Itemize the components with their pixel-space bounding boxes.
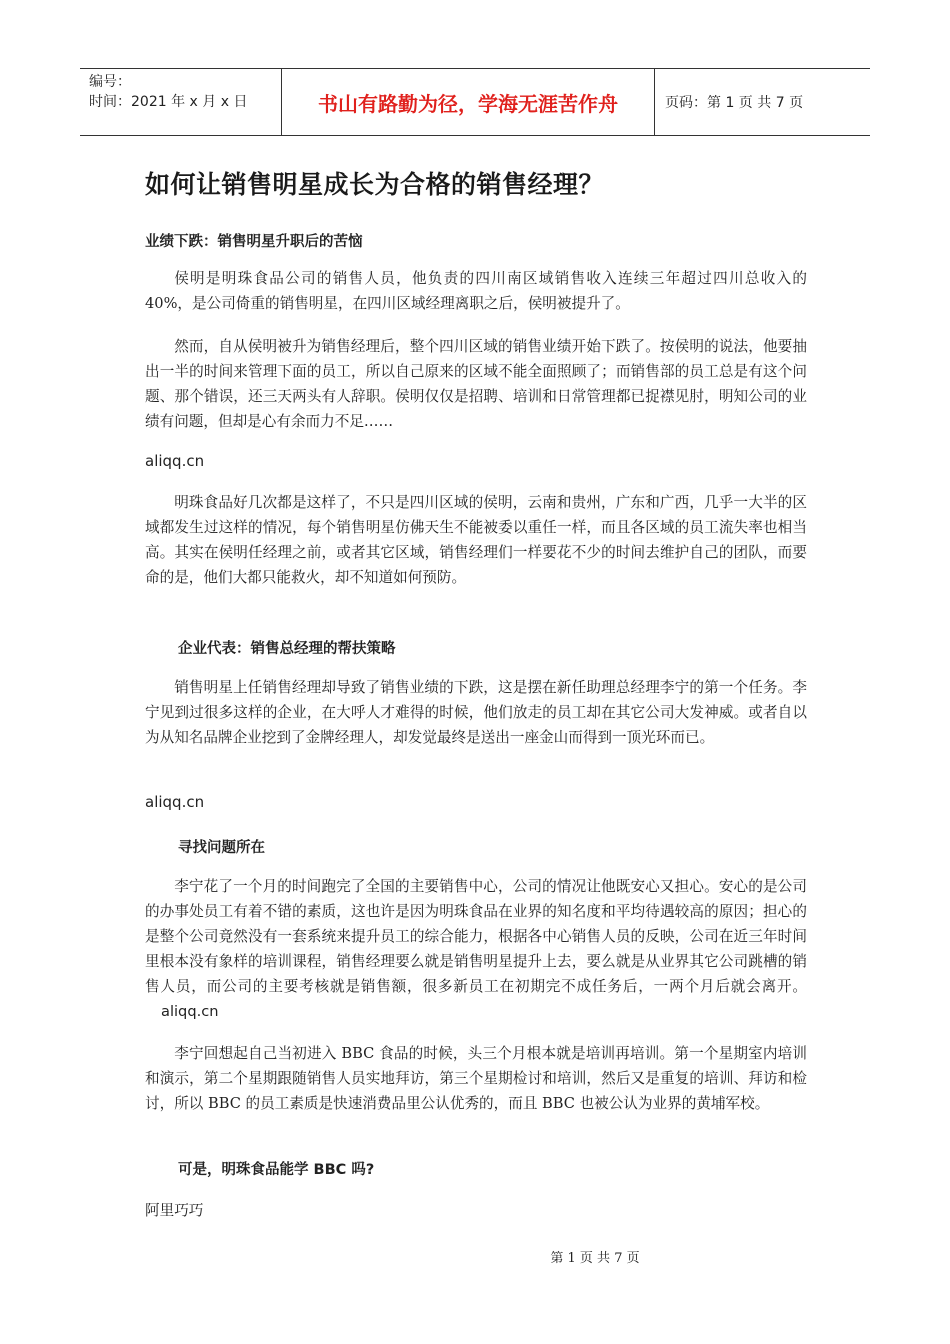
doc-number-label: 编号： [89,74,131,90]
footer-page-text: 第 1 页 共 7 页 [550,1251,640,1266]
doc-time-label: 时间：2021 年 x 月 x 日 [89,94,248,110]
paragraph-3: 明珠食品好几次都是这样了，不只是四川区域的侯明，云南和贵州，广东和广西，几乎一大半的区域都发生过这样的情况，每个销售明星仿佛天生不能被委以重任一样，而且各区域的员工流失率也相当高。其实在侯明任经理之前，或者其它区域，销售经理们一样要花不少的时间去维护自己的团队，而要命的是，他们大都只能救火，却不知道如何预防。 [145,494,807,586]
page-title: 如何让销售明星成长为合格的销售经理？ [145,170,605,199]
header-info-cell [80,69,281,135]
section-heading-1: 业绩下跌：销售明星升职后的苦恼 [145,234,363,250]
section-heading-2: 企业代表：销售总经理的帮扶策略 [178,641,396,657]
paragraph-4: 销售明星上任销售经理却导致了销售业绩的下跌，这是摆在新任助理总经理李宁的第一个任务。李宁见到过很多这样的企业，在大呼人才难得的时候，他们放走的员工却在其它公司大发神威。或者自以为从知名品牌企业挖到了金牌经理人，却发觉最终是送出一座金山而得到一顶光环而已。 [145,679,807,746]
section-heading-4: 可是，明珠食品能学 BBC 吗? [178,1162,375,1178]
paragraph-2: 然而，自从侯明被升为销售经理后，整个四川区域的销售业绩开始下跌了。按侯明的说法，他要抽出一半的时间来管理下面的员工，所以自己原来的区域不能全面照顾了；而销售部的员工总是有这个问题、那个错误，还三天两头有人辞职。侯明仅仅是招聘、培训和日常管理都已捉襟见肘，明知公司的业绩有问题，但却是心有余而力不足…… [145,338,807,430]
tail-text: 阿里巧巧 [145,1202,204,1219]
website-mark-1: aliqq.cn [145,452,205,470]
paragraph-6: 李宁回想起自己当初进入 BBC 食品的时候，头三个月根本就是培训再培训。第一个星期室内培训和演示，第二个星期跟随销售人员实地拜访，第三个星期检讨和培训，然后又是重复的培训、拜访和检讨，所以 BBC 的员工素质是快速消费品里公认优秀的，而且 BBC 也被公认为业界的黄埔军校。 [145,1045,807,1112]
page-footer [0,1247,950,1266]
website-mark-2: aliqq.cn [145,793,205,811]
paragraph-5 [145,874,807,1024]
paragraph-5-text: 李宁花了一个月的时间跑完了全国的主要销售中心，公司的情况让他既安心又担心。安心的是公司的办事处员工有着不错的素质，这也许是因为明珠食品在业界的知名度和平均待遇较高的原因；担心的是整个公司竟然没有一套系统来提升员工的综合能力，根据各中心销售人员的反映，公司在近三年时间里根本没有象样的培训课程，销售经理要么就是销售明星提升上去，要么就是从业界其它公司跳槽的销售人员，而公司的主要考核就是销售额，很多新员工在初期完不成任务后，一两个月后就会离开。 [145,878,807,995]
header-page-label: 页码：第 1 页 共 7 页 [665,95,804,111]
paragraph-1: 侯明是明珠食品公司的销售人员，他负责的四川南区域销售收入连续三年超过四川总收入的 40%，是公司倚重的销售明星，在四川区域经理离职之后，侯明被提升了。 [145,270,807,312]
header-motto: 书山有路勤为径，学海无涯苦作舟 [281,69,655,135]
section-heading-3: 寻找问题所在 [178,840,265,856]
header-table [80,68,870,136]
website-mark-3: aliqq.cn [161,1003,219,1020]
